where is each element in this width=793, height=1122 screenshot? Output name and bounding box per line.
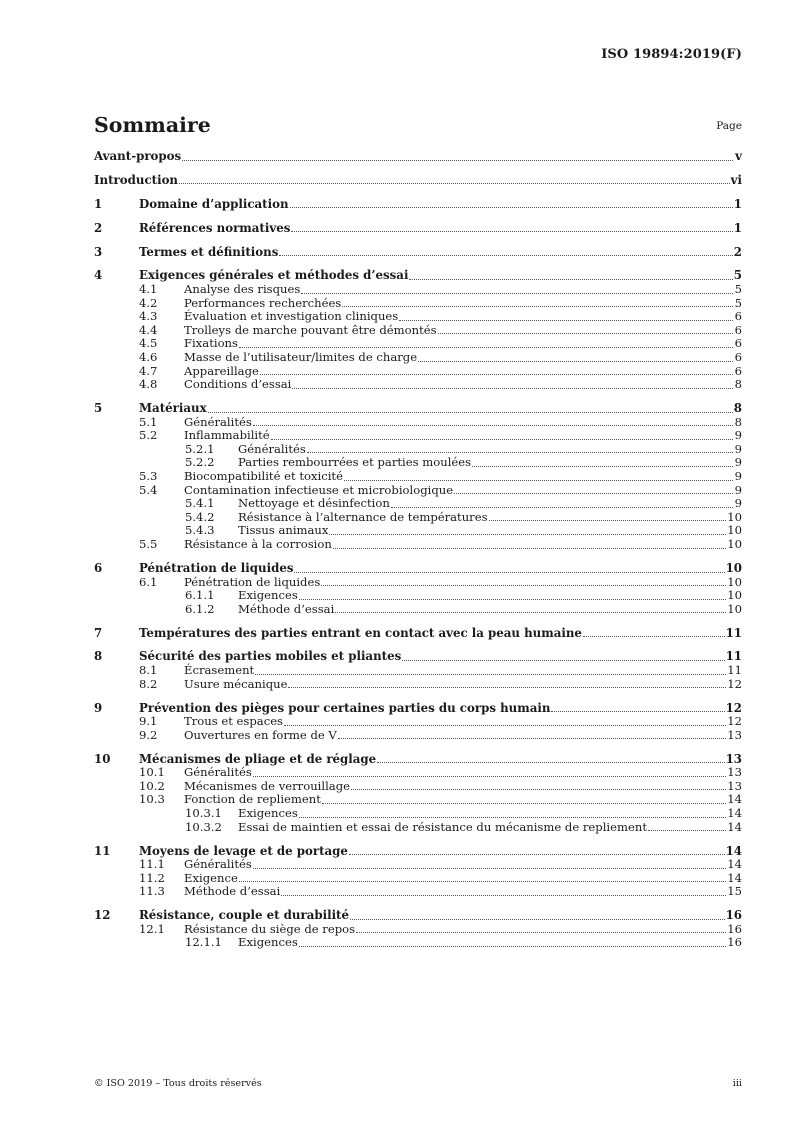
toc-entry-number: 6.1.2 [185,601,215,616]
toc-entry-page: 11 [725,625,742,640]
toc-entry-number: 5.3 [139,469,158,484]
toc-dot-leader [239,346,733,348]
toc-dot-leader [583,635,725,637]
toc-entry[interactable] [94,909,742,923]
toc-entry-number: 8.1 [139,663,158,678]
toc-entry[interactable] [94,222,742,236]
toc-entry-number: 9.2 [139,727,158,742]
toc-entry-page: 6 [734,322,742,337]
toc-entry-title: Résistance à l’alternance de températures [238,509,488,524]
toc-entry-page: 14 [727,792,742,807]
toc-entry[interactable] [94,378,742,392]
toc-entry-title: Matériaux [139,401,207,416]
toc-entry-title: Prévention des pièges pour certaines parties du corps humain [139,700,551,715]
toc-entry-title: Évaluation et investigation cliniques [184,309,399,324]
toc-dot-leader [299,945,726,947]
toc-entry[interactable] [94,766,742,780]
toc-entry-page: vi [730,172,742,187]
toc-entry-number: 5.5 [139,537,158,552]
toc-dot-leader [322,802,726,804]
document-identifier: ISO 19894:2019(F) [601,47,742,62]
toc-dot-leader [333,547,726,549]
toc-entry-number: 6.1 [139,574,158,589]
toc-entry[interactable] [94,246,742,260]
toc-entry[interactable] [94,497,742,511]
toc-entry[interactable] [94,702,742,716]
toc-dot-leader [321,584,726,586]
toc-entry-page: 9 [734,428,742,443]
toc-entry-number: 4.3 [139,309,158,324]
toc-entry-title: Essai de maintien et essai de résistance du mécanisme de repliement [238,819,647,834]
toc-entry-page: v [735,149,742,163]
toc-dot-leader [271,438,733,440]
toc-entry-title: Moyens de levage et de portage [139,843,348,858]
toc-entry-title: Usure mécanique [184,676,288,691]
copyright-notice: © ISO 2019 – Tous droits réservés [94,1078,262,1089]
toc-dot-leader [182,159,733,161]
toc-entry-title: Généralités [184,414,252,429]
toc-entry-title: Généralités [184,857,252,872]
toc-entry[interactable] [94,729,742,743]
toc-entry-title: Mécanismes de pliage et de réglage [139,751,377,766]
toc-entry-title: Fixations [184,336,238,351]
toc-entry-title: Termes et définitions [139,244,279,259]
toc-dot-leader [344,479,733,481]
toc-entry-title: Analyse des risques [184,282,301,297]
toc-entry-page: 1 [733,196,742,211]
toc-entry-title: Biocompatibilité et toxicité [184,469,343,484]
toc-entry-page: 12 [727,714,742,729]
toc-entry-title: Exigences [238,588,298,603]
toc-dot-leader [349,853,725,855]
toc-entry-page: 9 [734,482,742,497]
toc-dot-leader [253,424,733,426]
toc-entry-title: Introduction [94,172,179,187]
page-column-label: Page [716,120,742,132]
toc-entry-title: Nettoyage et désinfection [238,496,390,511]
toc-entry[interactable] [94,198,742,212]
toc-entry-page: 6 [734,309,742,324]
toc-entry-title: Ouvertures en forme de V [184,727,337,742]
page-number: iii [732,1078,742,1089]
toc-entry[interactable] [94,678,742,692]
toc-entry-page: 14 [727,870,742,885]
toc-entry-title: Trolleys de marche pouvant être démontés [184,322,437,337]
toc-entry-page: 14 [727,819,742,834]
toc-entry-page: 6 [734,363,742,378]
toc-entry-title: Contamination infectieuse et microbiologique [184,482,454,497]
toc-entry[interactable] [94,416,742,430]
toc-entry[interactable] [94,470,742,484]
table-of-contents [94,150,742,950]
toc-entry-page: 10 [727,509,742,524]
toc-entry-number: 4.5 [139,336,158,351]
toc-entry-title: Résistance à la corrosion [184,537,332,552]
toc-entry-title: Exigences générales et méthodes d’essai [139,268,409,283]
toc-dot-leader [301,292,733,294]
toc-dot-leader [551,710,724,712]
toc-entry[interactable] [94,351,742,365]
toc-entry[interactable] [94,174,742,188]
toc-entry[interactable] [94,845,742,859]
toc-entry-page: 6 [734,350,742,365]
toc-dot-leader [279,254,732,256]
toc-entry[interactable] [94,858,742,872]
toc-dot-leader [281,894,726,896]
toc-entry[interactable] [94,936,742,950]
toc-entry-title: Généralités [184,765,252,780]
toc-entry-page: 5 [734,295,742,310]
toc-entry[interactable] [94,150,742,164]
toc-dot-leader [342,305,733,307]
toc-entry-number: 1 [94,196,103,211]
toc-entry[interactable] [94,443,742,457]
toc-entry-page: 2 [733,244,742,259]
toc-entry-number: 4.2 [139,295,158,310]
toc-entry-number: 6.1.1 [185,588,215,603]
toc-dot-leader [253,775,726,777]
toc-entry[interactable] [94,627,742,641]
toc-entry-page: 9 [734,496,742,511]
toc-entry-number: 11.1 [139,857,165,872]
toc-entry-number: 11.3 [139,884,165,899]
toc-entry-number: 10.3.2 [185,819,222,834]
toc-dot-leader [402,659,724,661]
toc-entry-number: 5 [94,401,103,416]
toc-entry[interactable] [94,310,742,324]
toc-entry[interactable] [94,511,742,525]
toc-entry-page: 16 [725,908,742,923]
toc-entry-page: 10 [727,588,742,603]
toc-entry-number: 5.4 [139,482,158,497]
toc-entry-page: 16 [727,935,742,950]
toc-dot-leader [350,918,725,920]
toc-entry-number: 5.2.2 [185,455,215,470]
toc-entry-page: 5 [733,268,742,283]
toc-entry-page: 9 [734,455,742,470]
toc-entry-title: Exigences [238,935,298,950]
toc-dot-leader [179,182,730,184]
toc-entry-title: Exigences [238,806,298,821]
toc-entry[interactable] [94,456,742,470]
toc-entry[interactable] [94,269,742,283]
toc-dot-leader [329,533,726,535]
toc-entry-number: 10.1 [139,765,165,780]
toc-dot-leader [290,206,733,208]
toc-entry-title: Domaine d’application [139,196,289,211]
toc-entry-page: 5 [734,282,742,297]
toc-entry-title: Températures des parties entrant en contact avec la peau humaine [139,625,582,640]
toc-dot-leader [307,451,733,453]
toc-entry-title: Mécanismes de verrouillage [184,778,350,793]
toc-dot-leader [409,278,732,280]
toc-entry-title: Pénétration de liquides [184,574,321,589]
toc-dot-leader [356,931,726,933]
toc-entry-title: Résistance du siège de repos [184,921,356,936]
toc-entry-number: 6 [94,560,103,575]
toc-entry-page: 11 [725,649,742,664]
toc-entry-page: 8 [734,414,742,429]
toc-entry-title: Sécurité des parties mobiles et pliantes [139,649,402,664]
toc-dot-leader [335,611,726,613]
toc-entry-page: 10 [725,560,742,575]
toc-entry-number: 9.1 [139,714,158,729]
toc-entry-number: 4.1 [139,282,158,297]
toc-entry-number: 2 [94,220,103,235]
toc-entry-number: 11 [94,843,111,858]
toc-entry-number: 10 [94,751,111,766]
toc-entry-number: 12 [94,908,111,923]
toc-entry-title: Parties rembourrées et parties moulées [238,455,472,470]
toc-entry-page: 12 [725,700,742,715]
toc-entry[interactable] [94,753,742,767]
toc-entry-title: Masse de l’utilisateur/limites de charge [184,350,418,365]
toc-entry-page: 9 [734,469,742,484]
toc-entry[interactable] [94,562,742,576]
toc-dot-leader [472,465,733,467]
toc-dot-leader [418,360,733,362]
toc-entry-number: 12.1 [139,921,165,936]
toc-entry[interactable] [94,872,742,886]
toc-entry-title: Écrasement [184,663,255,678]
toc-entry-page: 8 [734,377,742,392]
toc-entry-number: 7 [94,625,103,640]
toc-entry[interactable] [94,885,742,899]
toc-entry-title: Résistance, couple et durabilité [139,908,350,923]
toc-dot-leader [253,867,726,869]
toc-dot-leader [260,373,733,375]
toc-entry-title: Exigence [184,870,238,885]
toc-dot-leader [351,788,726,790]
toc-entry-number: 5.4.2 [185,509,215,524]
toc-entry[interactable] [94,589,742,603]
toc-entry-page: 15 [727,884,742,899]
toc-entry-number: 5.4.1 [185,496,215,511]
toc-entry[interactable] [94,484,742,498]
toc-entry-page: 10 [727,537,742,552]
toc-entry[interactable] [94,576,742,590]
toc-entry-title: Avant-propos [94,149,182,163]
toc-entry-page: 10 [727,523,742,538]
toc-entry-title: Conditions d’essai [184,377,292,392]
toc-dot-leader [399,319,733,321]
toc-entry-number: 12.1.1 [185,935,222,950]
toc-entry-page: 14 [727,857,742,872]
toc-entry-page: 12 [727,676,742,691]
toc-entry-number: 3 [94,244,103,259]
toc-entry[interactable] [94,664,742,678]
toc-entry[interactable] [94,402,742,416]
toc-entry-number: 8 [94,649,103,664]
toc-entry[interactable] [94,821,742,835]
page-title: Sommaire [94,113,211,137]
toc-entry-number: 4.6 [139,350,158,365]
toc-entry[interactable] [94,538,742,552]
toc-entry-page: 13 [727,727,742,742]
toc-entry-title: Tissus animaux [238,523,329,538]
toc-entry[interactable] [94,297,742,311]
toc-dot-leader [291,230,732,232]
toc-entry-number: 11.2 [139,870,165,885]
toc-entry-number: 10.3.1 [185,806,222,821]
toc-entry-page: 14 [727,806,742,821]
toc-entry-title: Références normatives [139,220,291,235]
toc-entry[interactable] [94,324,742,338]
toc-dot-leader [288,686,726,688]
toc-entry-page: 14 [725,843,742,858]
toc-entry-title: Performances recherchées [184,295,342,310]
toc-entry[interactable] [94,780,742,794]
toc-entry-title: Pénétration de liquides [139,560,294,575]
toc-entry-number: 5.2.1 [185,441,215,456]
toc-entry[interactable] [94,793,742,807]
toc-dot-leader [338,737,726,739]
toc-entry-page: 13 [727,765,742,780]
toc-entry-number: 5.4.3 [185,523,215,538]
toc-entry[interactable] [94,715,742,729]
toc-dot-leader [454,492,733,494]
toc-dot-leader [648,829,726,831]
toc-entry-number: 10.3 [139,792,165,807]
toc-entry-page: 1 [733,220,742,235]
toc-dot-leader [489,519,727,521]
toc-dot-leader [377,761,724,763]
toc-dot-leader [208,411,733,413]
toc-entry-title: Appareillage [184,363,259,378]
toc-entry[interactable] [94,429,742,443]
toc-entry-page: 13 [727,778,742,793]
toc-entry[interactable] [94,807,742,821]
toc-entry-number: 4.8 [139,377,158,392]
toc-entry-number: 5.2 [139,428,158,443]
toc-entry-page: 10 [727,574,742,589]
toc-entry[interactable] [94,283,742,297]
toc-entry-page: 13 [725,751,742,766]
toc-dot-leader [438,332,733,334]
toc-dot-leader [284,724,726,726]
toc-entry-title: Trous et espaces [184,714,284,729]
toc-entry[interactable] [94,365,742,379]
toc-entry[interactable] [94,337,742,351]
toc-entry-title: Fonction de repliement [184,792,321,807]
toc-entry-page: 6 [734,336,742,351]
toc-entry[interactable] [94,603,742,617]
toc-dot-leader [299,598,726,600]
toc-entry-number: 10.2 [139,778,165,793]
toc-entry[interactable] [94,923,742,937]
toc-dot-leader [255,673,726,675]
toc-entry-title: Méthode d’essai [238,601,335,616]
toc-dot-leader [299,816,726,818]
toc-entry-title: Méthode d’essai [184,884,281,899]
toc-entry-page: 8 [733,401,742,416]
toc-dot-leader [391,506,733,508]
toc-entry-page: 11 [727,663,742,678]
toc-entry-number: 8.2 [139,676,158,691]
toc-entry-title: Inflammabilité [184,428,270,443]
toc-entry-page: 16 [727,921,742,936]
toc-dot-leader [239,880,726,882]
toc-entry-number: 9 [94,700,103,715]
toc-entry-page: 10 [727,601,742,616]
toc-entry-number: 5.1 [139,414,158,429]
toc-entry-number: 4.4 [139,322,158,337]
toc-entry[interactable] [94,524,742,538]
toc-entry-title: Généralités [238,441,306,456]
toc-entry-number: 4 [94,268,103,283]
toc-entry-page: 9 [734,441,742,456]
toc-dot-leader [294,571,724,573]
toc-entry-number: 4.7 [139,363,158,378]
toc-entry[interactable] [94,650,742,664]
toc-dot-leader [292,387,733,389]
